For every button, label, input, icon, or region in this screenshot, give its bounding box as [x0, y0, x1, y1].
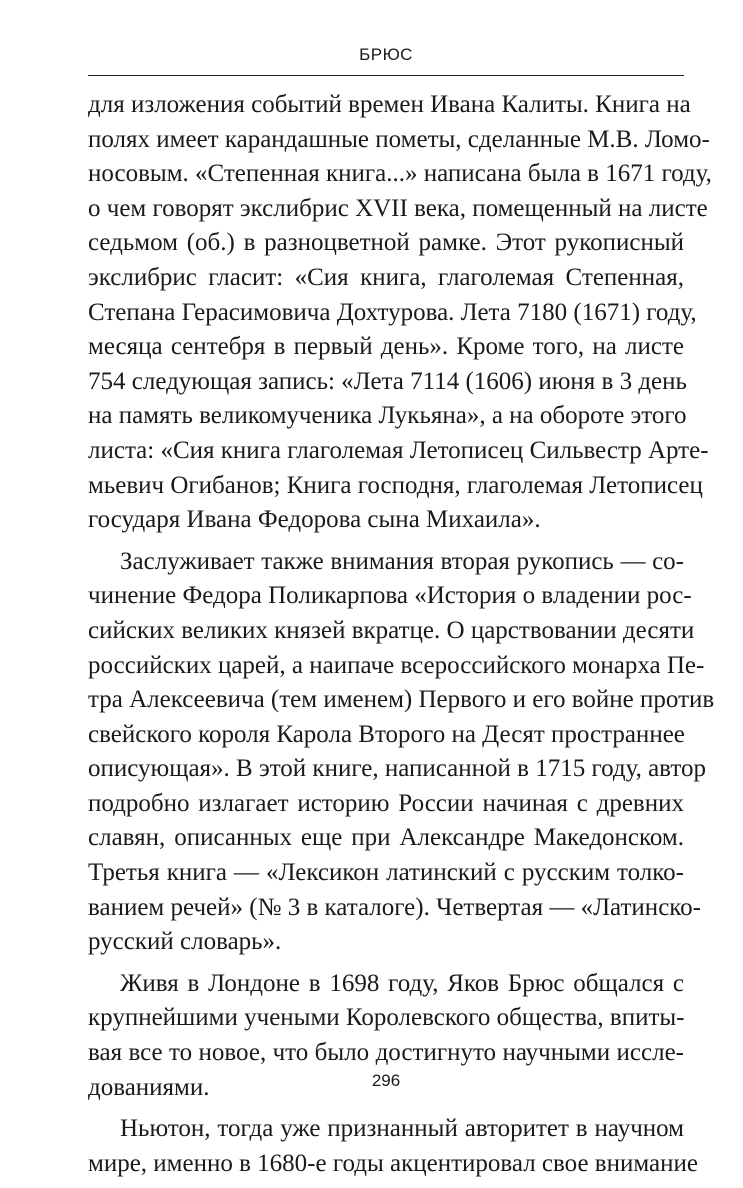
- header-rule: [88, 75, 684, 76]
- text-line: полях имеет карандашные пометы, сделанные М.В. Ломо-: [88, 125, 710, 153]
- text-line: российских царей, а наипаче всероссийского монарха Пе-: [88, 651, 705, 679]
- text-line: государя Ивана Федорова сына Михаила».: [88, 506, 541, 534]
- text-line: русский словарь».: [88, 928, 282, 956]
- text-line: листа: «Сия книга глаголемая Летописец Сильвестр Арте-: [88, 436, 709, 464]
- text-line: Заслуживает также внимания вторая рукопись — со-: [120, 547, 684, 575]
- text-line: Степана Герасимовича Дохтурова. Лета 7180 (1671) году,: [88, 298, 697, 326]
- text-line: Живя в Лондоне в 1698 году, Яков Брюс общался с: [120, 969, 684, 997]
- text-line: седьмом (об.) в разноцветной рамке. Этот рукописный: [88, 229, 684, 257]
- paragraph-1: [88, 88, 712, 538]
- text-line: крупнейшими учеными Королевского общества, впиты-: [88, 1004, 685, 1032]
- text-line: славян, описанных еще при Александре Македонском.: [88, 824, 684, 852]
- running-head-title: БРЮС: [359, 45, 413, 64]
- text-line: носовым. «Степенная книга...» написана была в 1671 году,: [88, 160, 712, 188]
- text-line: сийских великих князей вкратце. О царствовании десяти: [88, 616, 695, 644]
- text-line: для изложения событий времен Ивана Калиты. Книга на: [88, 91, 691, 118]
- text-line: 754 следующая запись: «Лета 7114 (1606) июня в 3 день: [88, 367, 687, 395]
- text-line: экслибрис гласит: «Сия книга, глаголемая Степенная,: [88, 263, 684, 291]
- page-number: 296: [371, 1071, 401, 1090]
- body-text: [88, 88, 715, 1188]
- text-line: о чем говорят экслибрис XVII века, помещенный на листе: [88, 194, 708, 222]
- text-line: описующая». В этой книге, написанной в 1715 году, автор: [88, 755, 706, 783]
- text-line: Ньютон, тогда уже признанный авторитет в научном: [120, 1115, 684, 1143]
- text-line: подробно излагает историю России начиная с древних: [88, 789, 684, 817]
- text-line: свейского короля Карола Второго на Десят пространнее: [88, 720, 685, 748]
- text-line: мире, именно в 1680-е годы акцентировал свое внимание: [88, 1149, 698, 1177]
- paragraph-2: [88, 545, 715, 960]
- text-line: тра Алексеевича (тем именем) Первого и его войне против: [88, 686, 715, 714]
- text-line: ванием речей» (№ 3 в каталоге). Четвертая — «Латинско-: [88, 893, 701, 921]
- text-line: вая все то новое, что было достигнуто научными иссле-: [88, 1039, 684, 1067]
- text-line: на память великомученика Лукьяна», а на обороте этого: [88, 402, 687, 430]
- text-line: чинение Федора Поликарпова «История о владении рос-: [88, 582, 692, 610]
- text-line: мьевич Огибанов; Книга господня, глаголемая Летописец: [88, 471, 703, 499]
- text-line: Третья книга — «Лексикон латинский с русским толко-: [88, 859, 684, 887]
- text-line: дованиями.: [88, 1073, 210, 1101]
- text-line: месяца сентебря в первый день». Кроме того, на листе: [88, 333, 684, 361]
- paragraph-4: [88, 1112, 698, 1181]
